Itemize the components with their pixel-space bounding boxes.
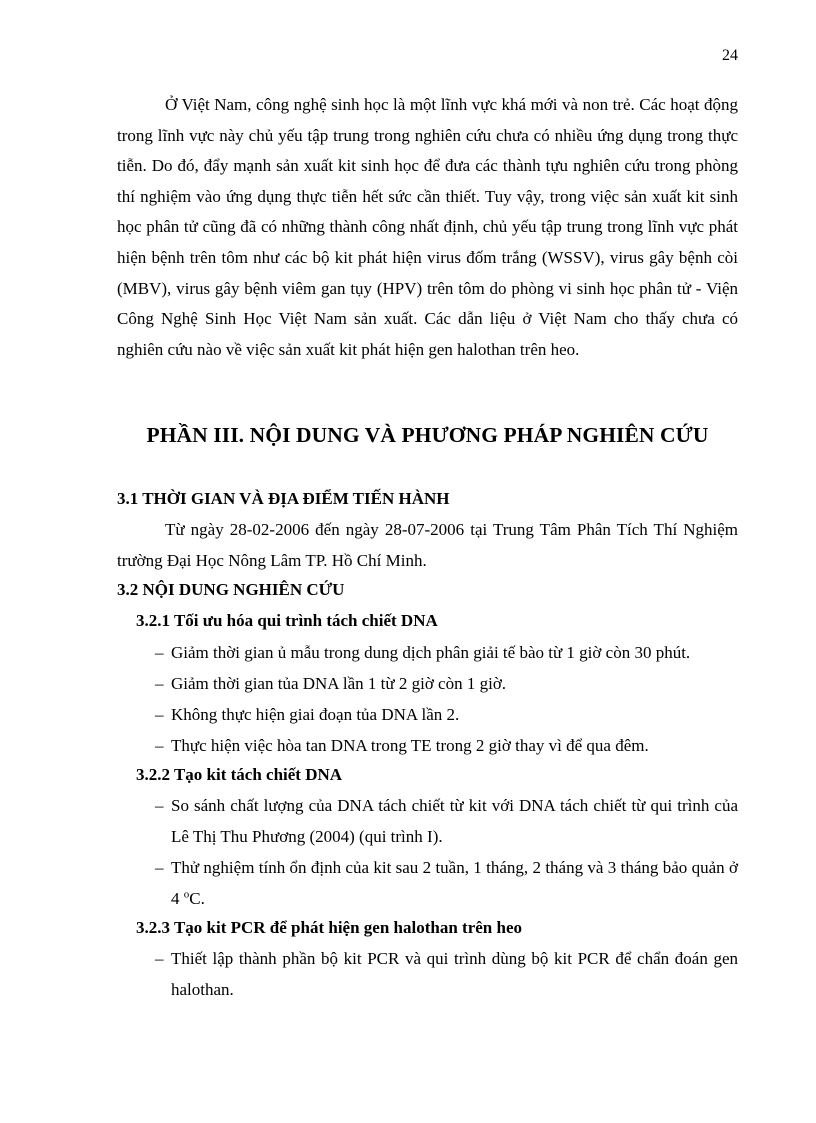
list-item-text: Giảm thời gian tủa DNA lần 1 từ 2 giờ còn 1 giờ. bbox=[171, 674, 507, 693]
list-item bbox=[155, 638, 738, 669]
section-3-1-text: Từ ngày 28-02-2006 đến ngày 28-07-2006 tại Trung Tâm Phân Tích Thí Nghiệm trường Đại Học Nông Lâm TP. Hồ Chí Minh. bbox=[117, 520, 738, 570]
dash-bullet: – bbox=[155, 796, 164, 815]
list-item-text bbox=[155, 853, 738, 914]
dash-bullet: – bbox=[155, 858, 164, 877]
list-item-text-end: C. bbox=[189, 888, 205, 908]
section-3-1-heading: 3.1 THỜI GIAN VÀ ĐỊA ĐIỂM TIẾN HÀNH bbox=[117, 489, 450, 508]
list-item bbox=[155, 944, 738, 1005]
list-item bbox=[155, 791, 738, 852]
list-item bbox=[155, 700, 738, 731]
list-item-text: So sánh chất lượng của DNA tách chiết từ kit với DNA tách chiết từ qui trình của Lê Thị Thu Phương (2004) (qui trình I). bbox=[171, 796, 738, 846]
dash-bullet: – bbox=[155, 736, 164, 755]
subsection-3-2-3-heading: 3.2.3 Tạo kit PCR để phát hiện gen halothan trên heo bbox=[136, 918, 523, 937]
list-item bbox=[155, 669, 738, 700]
part-title: PHẦN III. NỘI DUNG VÀ PHƯƠNG PHÁP NGHIÊN CỨU bbox=[146, 423, 709, 447]
degree-superscript: o bbox=[183, 887, 190, 900]
list-item-text: Giảm thời gian ủ mẫu trong dung dịch phân giải tế bào từ 1 giờ còn 30 phút. bbox=[171, 643, 691, 662]
page-number: 24 bbox=[722, 47, 738, 64]
subsection-3-2-1-heading: 3.2.1 Tối ưu hóa qui trình tách chiết DNA bbox=[136, 611, 438, 630]
section-3-2-heading: 3.2 NỘI DUNG NGHIÊN CỨU bbox=[117, 580, 345, 599]
intro-paragraph: Ở Việt Nam, công nghệ sinh học là một lĩnh vực khá mới và non trẻ. Các hoạt động trong lĩnh vực này chủ yếu tập trung trong nghiên cứu chưa có nhiều ứng dụng trong thực tiễn. Do đó, đẩy mạnh sản xuất kit sinh học để đưa các thành tựu nghiên cứu trong phòng thí nghiệm vào ứng dụng thực tiễn hết sức cần thiết. Tuy vậy, trong việc sản xuất kit sinh học phân tử cũng đã có những thành công nhất định, chủ yếu tập trung trong lĩnh vực phát hiện bệnh trên tôm như các bộ kit phát hiện virus đốm trắng (WSSV), virus gây bệnh còi (MBV), virus gây bệnh viêm gan tụy (HPV) trên tôm do phòng vi sinh học phân tử - Viện Công Nghệ Sinh Học Việt Nam sản xuất. Các dẫn liệu ở Việt Nam cho thấy chưa có nghiên cứu nào về việc sản xuất kit phát hiện gen halothan trên heo. bbox=[117, 95, 738, 359]
list-item-text-main: Thử nghiệm tính ổn định của kit sau 2 tuần, 1 tháng, 2 tháng và 3 tháng bảo quản ở 4 bbox=[171, 858, 738, 908]
dash-bullet: – bbox=[155, 705, 164, 724]
list-item-text: Không thực hiện giai đoạn tủa DNA lần 2. bbox=[171, 705, 460, 724]
list-item-text: Thực hiện việc hòa tan DNA trong TE trong 2 giờ thay vì để qua đêm. bbox=[171, 736, 649, 755]
dash-bullet: – bbox=[155, 674, 164, 693]
list-item bbox=[155, 853, 738, 914]
list-item bbox=[155, 731, 738, 762]
list-item-text: Thiết lập thành phần bộ kit PCR và qui trình dùng bộ kit PCR để chẩn đoán gen halothan. bbox=[171, 949, 738, 999]
subsection-3-2-2-heading: 3.2.2 Tạo kit tách chiết DNA bbox=[136, 765, 343, 784]
dash-bullet: – bbox=[155, 949, 164, 968]
dash-bullet: – bbox=[155, 643, 164, 662]
